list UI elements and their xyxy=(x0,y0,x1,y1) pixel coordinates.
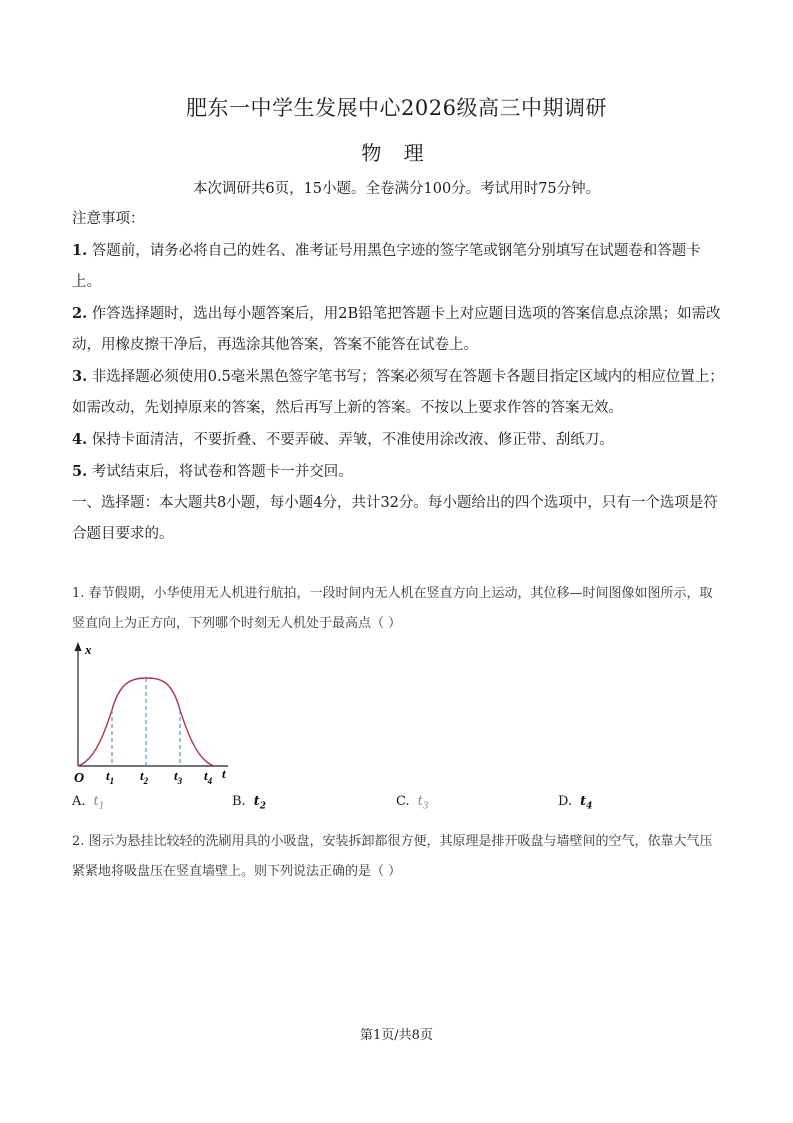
question-1-text: 1. 春节假期，小华使用无人机进行航拍，一段时间内无人机在竖直方向上运动，其位移—时间图像如图所示，取竖直向上为正方向，下列哪个时刻无人机处于最高点（ ） xyxy=(72,586,713,631)
tick-t4: $t_4$ xyxy=(204,768,213,786)
exam-info: 本次调研共6页，15小题。全卷满分100分。考试用时75分钟。 xyxy=(192,181,601,197)
page-footer: 第1页/共8页 xyxy=(360,1028,433,1043)
notice-item: 3. 非选择题必须使用0.5毫米黑色签字笔书写；答案必须写在答题卡各题目指定区域内的相应位置上；如需改动，先划掉原来的答案，然后再写上新的答案。不按以上要求作答的答案无效。 xyxy=(72,368,724,416)
question-2-text: 2. 图示为悬挂比较轻的洗刷用具的小吸盘，安装拆卸都很方便，其原理是排开吸盘与墙壁间的空气，依靠大气压紧紧地将吸盘压在竖直墙壁上。则下列说法正确的是（ ） xyxy=(72,834,713,879)
notice-item: 5. 考试结束后，将试卷和答题卡一并交回。 xyxy=(72,463,353,480)
option-d[interactable]: D. $t_4$ xyxy=(558,794,593,812)
tick-t2: $t_2$ xyxy=(140,768,149,786)
position-time-graph xyxy=(68,640,248,788)
tick-t1: $t_1$ xyxy=(106,768,115,786)
y-axis-arrow xyxy=(75,642,82,651)
subject-title: 物 理 xyxy=(361,141,432,165)
y-axis-label: x xyxy=(85,642,92,657)
x-axis-label: t xyxy=(222,766,226,781)
notice-heading: 注意事项： xyxy=(72,211,145,227)
question-1-options xyxy=(72,794,724,818)
notice-item: 1. 答题前，请务必将自己的姓名、准考证号用黑色字迹的签字笔或钢笔分别填写在试题卷和答题卡上。 xyxy=(72,242,701,290)
notice-item: 2. 作答选择题时，选出每小题答案后，用2B铅笔把答题卡上对应题目选项的答案信息点涂黑；如需改动，用橡皮擦干净后，再选涂其他答案，答案不能答在试卷上。 xyxy=(72,305,721,353)
exam-title: 肥东一中学生发展中心2026级高三中期调研 xyxy=(186,96,607,120)
notice-block xyxy=(72,204,724,550)
notice-item: 4. 保持卡面清洁，不要折叠、不要弄破、弄皱，不准使用涂改液、修正带、刮纸刀。 xyxy=(72,431,614,448)
origin-label: O xyxy=(74,771,85,786)
option-a[interactable]: A. $t_1$ xyxy=(72,794,105,812)
tick-t3: $t_3$ xyxy=(174,768,183,786)
option-b[interactable]: B. $t_2$ xyxy=(232,794,266,812)
section-heading: 一、选择题：本大题共8小题，每小题4分，共计32分。每小题给出的四个选项中，只有一个选项是符合题目要求的。 xyxy=(72,495,718,542)
option-c[interactable]: C. $t_3$ xyxy=(396,794,429,812)
